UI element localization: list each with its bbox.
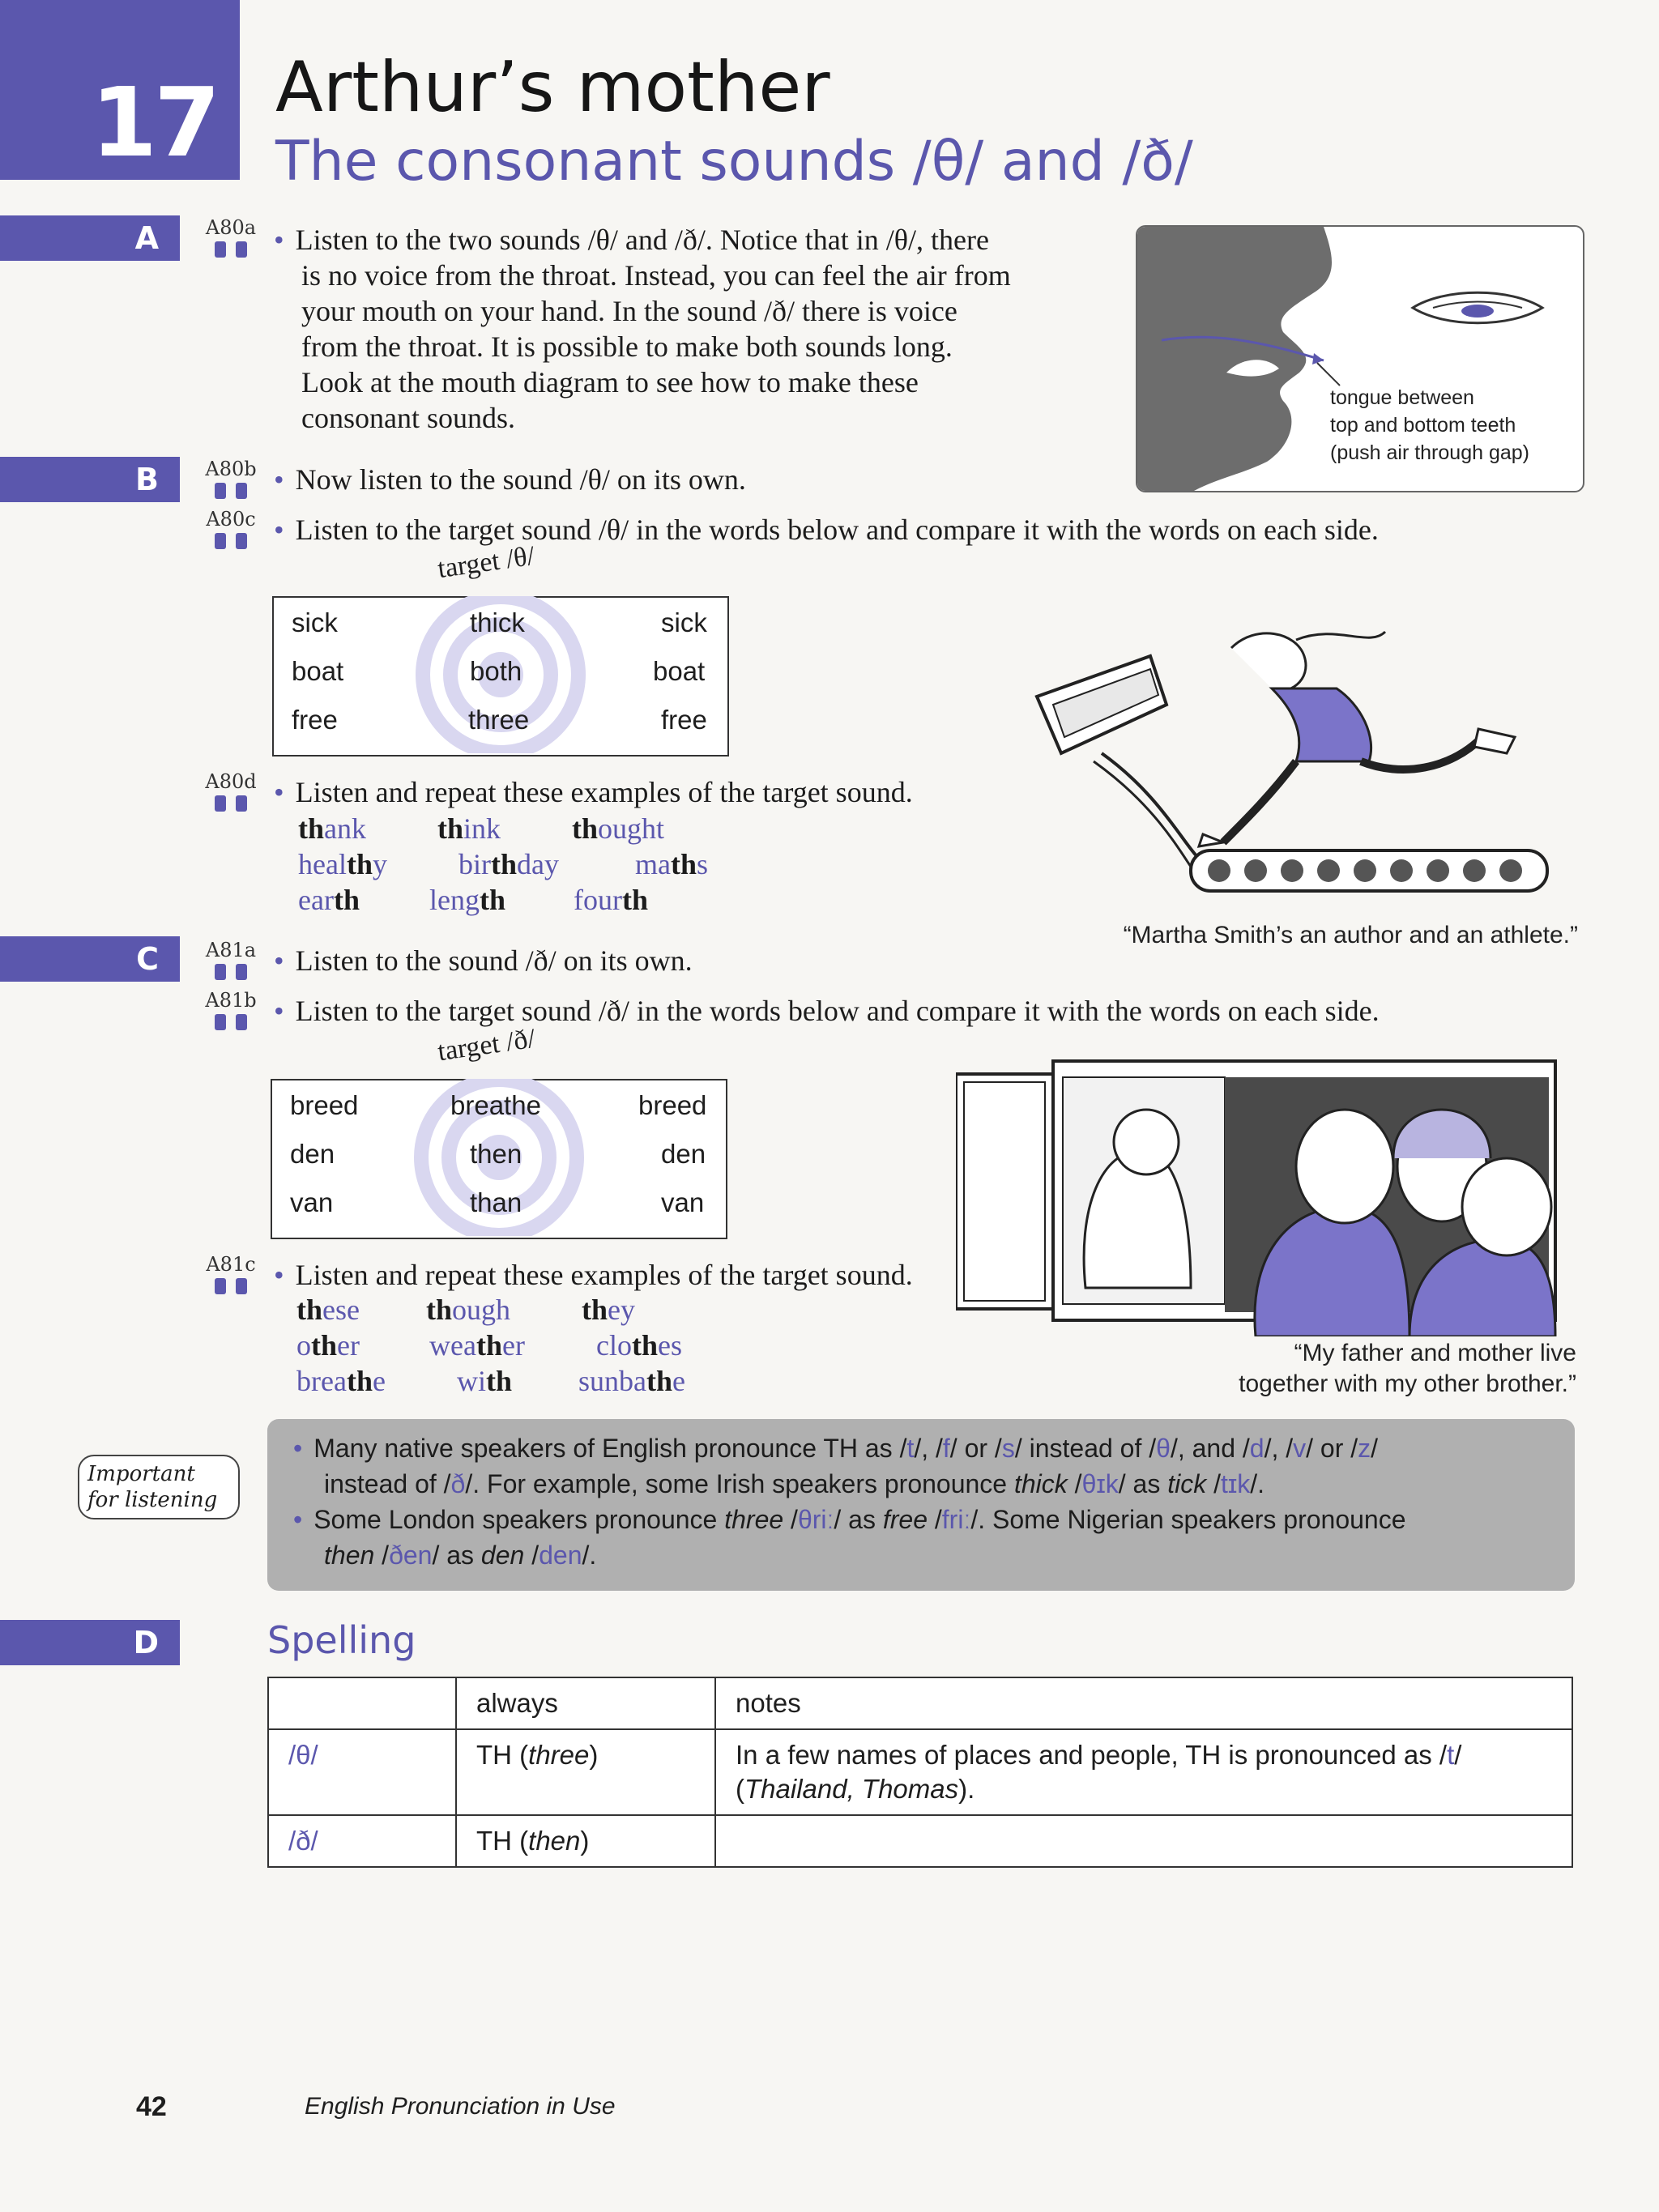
- section-tab-a: A: [0, 215, 180, 261]
- table-cell: free: [661, 705, 707, 735]
- unit-title: Arthur’s mother: [275, 47, 830, 128]
- example-word: thank: [298, 812, 366, 845]
- example-word: fourth: [574, 884, 648, 916]
- headphones-icon: [210, 792, 252, 813]
- table-cell: three: [468, 705, 530, 735]
- example-word: with: [457, 1365, 513, 1397]
- section-c-listen-own: • Listen to the sound /ð/ on its own.: [274, 943, 693, 978]
- audio-track-a80a[interactable]: A80a: [203, 217, 259, 259]
- table-cell: In a few names of places and people, TH is pronounced as /t/ (Thailand, Thomas).: [715, 1729, 1572, 1815]
- headphones-icon: [210, 1011, 252, 1032]
- headphones-icon: [210, 479, 252, 501]
- table-cell: den: [290, 1139, 335, 1169]
- example-word: think: [437, 812, 501, 845]
- examples-theta: [298, 812, 784, 925]
- table-cell: [715, 1815, 1572, 1867]
- table-cell: van: [661, 1187, 705, 1217]
- important-for-listening-note: Important for listening: [78, 1455, 240, 1519]
- book-title: English Pronunciation in Use: [305, 2093, 616, 2120]
- table-cell: sick: [661, 607, 707, 637]
- example-word: healthy: [298, 848, 387, 880]
- examples-eth: [296, 1293, 783, 1406]
- text-line: is no voice from the throat. Instead, you can feel the air from: [301, 259, 1011, 292]
- example-word: clothes: [596, 1329, 682, 1362]
- audio-track-a80d[interactable]: A80d: [203, 771, 259, 813]
- text-line: your mouth on your hand. In the sound /ð/ there is voice: [301, 295, 957, 327]
- table-cell: boat: [653, 656, 706, 686]
- table-cell: boat: [292, 656, 344, 686]
- audio-track-a81b[interactable]: A81b: [203, 990, 259, 1032]
- runner-caption: “Martha Smith’s an author and an athlete.”: [1123, 922, 1578, 948]
- headphones-icon: [210, 1275, 252, 1296]
- example-word: these: [296, 1294, 360, 1326]
- table-cell: TH (then): [456, 1815, 715, 1867]
- example-word: thought: [572, 812, 665, 845]
- table-cell: /θ/: [268, 1729, 456, 1815]
- audio-track-a80c[interactable]: A80c: [203, 509, 259, 551]
- headphones-icon: [210, 530, 252, 551]
- text-line: • Listen to the two sounds /θ/ and /ð/. Notice that in /θ/, there: [274, 222, 1011, 258]
- table-header-row: [268, 1677, 1572, 1729]
- example-word: though: [426, 1294, 511, 1326]
- table-cell: then: [470, 1139, 522, 1169]
- note-bullet-2-line-2: then /ðen/ as den /den/.: [324, 1541, 597, 1570]
- section-b-listen-own: • Now listen to the sound /θ/ on its own.: [274, 462, 746, 497]
- table-cell: breathe: [450, 1090, 541, 1120]
- table-cell: TH (three): [456, 1729, 715, 1815]
- word-table-theta: [272, 596, 729, 757]
- table-row: [268, 1729, 1572, 1815]
- spelling-table: [267, 1677, 1573, 1868]
- mouth-diagram: [1136, 225, 1584, 492]
- example-word: weather: [429, 1329, 525, 1362]
- unit-subtitle: The consonant sounds /θ/ and /ð/: [275, 130, 1193, 194]
- note-bullet-1-line-2: instead of /ð/. For example, some Irish speakers pronounce thick /θɪk/ as tick /tɪk/.: [324, 1469, 1265, 1498]
- text-line: from the throat. It is possible to make both sounds long.: [301, 330, 953, 363]
- text-line: Look at the mouth diagram to see how to make these: [301, 366, 919, 399]
- target-label-theta: target /θ/: [435, 540, 537, 585]
- listening-note-text: [293, 1430, 1406, 1573]
- audio-track-a80b[interactable]: A80b: [203, 458, 259, 501]
- section-a-text: [274, 222, 1011, 436]
- table-cell: breed: [638, 1090, 707, 1120]
- text-line: consonant sounds.: [301, 402, 515, 434]
- audio-track-a81a[interactable]: A81a: [203, 940, 259, 982]
- audio-track-a81c[interactable]: A81c: [203, 1254, 259, 1296]
- section-b-listen-target: • Listen to the target sound /θ/ in the words below and compare it with the words on each side.: [274, 512, 1379, 548]
- page-number: 42: [136, 2091, 167, 2122]
- table-cell: den: [661, 1139, 706, 1169]
- example-word: maths: [635, 848, 709, 880]
- unit-number: 17: [91, 66, 218, 178]
- table-cell: thick: [470, 607, 525, 637]
- example-word: they: [582, 1294, 635, 1326]
- headphones-icon: [210, 961, 252, 982]
- table-cell: /ð/: [268, 1815, 456, 1867]
- section-c-repeat: • Listen and repeat these examples of the target sound.: [274, 1257, 913, 1293]
- family-caption: “My father and mother live together with my other brother.”: [1239, 1340, 1576, 1397]
- note-bullet-1-line-1: • Many native speakers of English pronounce TH as /t/, /f/ or /s/ instead of /θ/, and /d/, /v/ or /z/: [293, 1430, 1406, 1466]
- table-cell: both: [470, 656, 522, 686]
- section-c-listen-target: • Listen to the target sound /ð/ in the words below and compare it with the words on each side.: [274, 993, 1380, 1029]
- table-cell: than: [470, 1187, 522, 1217]
- note-bullet-2-line-1: • Some London speakers pronounce three /θriː/ as free /friː/. Some Nigerian speakers pronounce: [293, 1502, 1406, 1537]
- example-word: birthday: [458, 848, 559, 880]
- diagram-caption: tongue between top and bottom teeth (push air through gap): [1330, 386, 1529, 464]
- table-header: notes: [715, 1677, 1572, 1729]
- example-word: breathe: [296, 1365, 386, 1397]
- example-word: earth: [298, 884, 360, 916]
- section-tab-c: C: [0, 936, 180, 982]
- family-window-illustration: [956, 1045, 1572, 1336]
- section-b-repeat: • Listen and repeat these examples of the target sound.: [274, 774, 913, 810]
- table-cell: sick: [292, 607, 338, 637]
- spelling-title: Spelling: [267, 1618, 416, 1662]
- headphones-icon: [210, 238, 252, 259]
- table-cell: free: [292, 705, 338, 735]
- table-row: [268, 1815, 1572, 1867]
- treadmill-runner-illustration: [1029, 599, 1572, 907]
- table-header: always: [456, 1677, 715, 1729]
- example-word: length: [429, 884, 505, 916]
- example-word: other: [296, 1329, 360, 1362]
- example-word: sunbathe: [578, 1365, 685, 1397]
- section-tab-d: D: [0, 1620, 180, 1665]
- table-header: [268, 1677, 456, 1729]
- table-cell: breed: [290, 1090, 359, 1120]
- word-table-eth: [271, 1079, 727, 1239]
- target-label-eth: target /ð/: [435, 1023, 538, 1068]
- section-tab-b: B: [0, 457, 180, 502]
- table-cell: van: [290, 1187, 334, 1217]
